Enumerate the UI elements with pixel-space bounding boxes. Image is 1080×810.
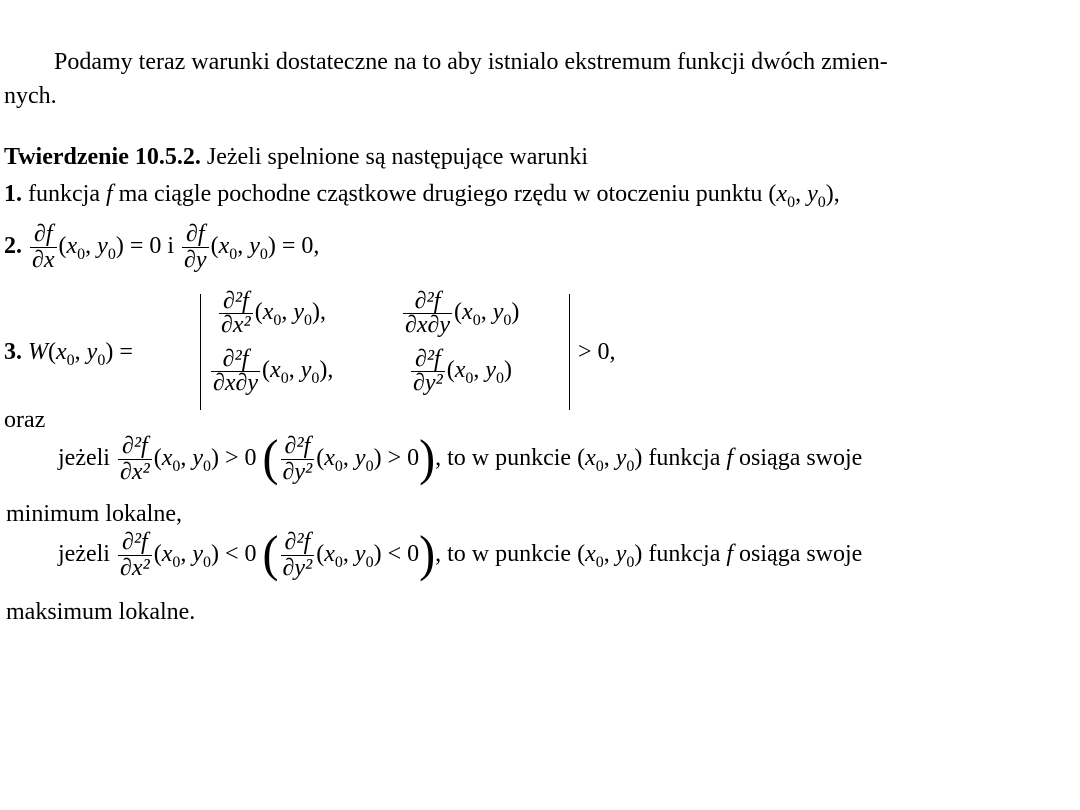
theorem-text: Jeżeli spelnione są następujące warunki (206, 144, 589, 170)
frac-num: ∂²f (222, 288, 249, 314)
math-f: f (726, 541, 734, 567)
case-suffix: , to w punkcie (435, 541, 572, 567)
frac-den: ∂y (184, 246, 207, 273)
case-tail: funkcja (648, 445, 721, 471)
matrix-cell-11: $\frac{\text{∂²f}}{\text{∂x²}}$ ($x_0$, $y_0$), (221, 288, 327, 338)
frac-den: ∂x∂y (405, 312, 451, 338)
condition-3-number: 3. (4, 339, 22, 365)
lt-zero: < 0 (387, 541, 420, 567)
oraz-text: oraz (4, 407, 46, 433)
frac-num: ∂²f (414, 288, 441, 314)
maximum-label: maksimum lokalne. (6, 599, 196, 625)
equals-zero: = 0 (129, 233, 162, 259)
matrix-cell-22: $\frac{\text{∂²f}}{\text{∂y²}}$ ($x_0$, $y_0$) (413, 346, 513, 396)
theorem-label: Twierdzenie 10.5.2. (4, 144, 201, 170)
frac-num: ∂f (186, 220, 205, 247)
condition-1-number: 1. (4, 181, 22, 207)
frac-num: ∂f (33, 220, 53, 247)
lt-zero: < 0 (225, 541, 257, 567)
maximum-condition: jeżeli $\frac{\text{∂²f}}{\text{∂x²}}$ ($x_0$, $y_0) < 0$ ( $\frac{\text{∂²f}}{\text{∂y²}}$ ($x_0$, $y_0) < 0$), to w punkcie ($x_0$, $y_0$) funkcja f osiąga swoje (58, 527, 863, 583)
condition-2-number: 2. (4, 233, 22, 259)
condition-3 (4, 338, 133, 369)
frac-den: ∂y² (413, 370, 443, 396)
intro-line-2: nych. (4, 83, 57, 109)
greater-than-zero: > 0, (578, 339, 616, 365)
case-tail: funkcja (648, 541, 721, 567)
frac-den: ∂y² (282, 458, 313, 485)
condition-1-text-a: funkcja (28, 181, 100, 207)
fraction-df-dy (182, 222, 209, 273)
frac-num: ∂²f (222, 346, 249, 372)
frac-den: ∂x (32, 246, 55, 273)
equals-sign: = (119, 339, 133, 365)
case-suffix: , to w punkcie (435, 445, 572, 471)
condition-1-text-b: ma ciągle pochodne cząstkowe drugiego rzędu w otoczeniu punktu (118, 181, 763, 207)
gt-zero: > 0 (387, 445, 420, 471)
frac-num: ∂²f (284, 528, 311, 555)
frac-den: ∂x² (119, 554, 150, 581)
frac-den: ∂x² (221, 312, 251, 338)
frac-den: ∂y² (282, 554, 313, 581)
matrix-cell-21: $\frac{\text{∂²f}}{\partial x\partial y}$ ($x_0$, $y_0$), (213, 346, 334, 396)
math-f: f (105, 181, 113, 207)
equals-zero-comma: = 0, (281, 233, 320, 259)
frac-num: ∂²f (121, 432, 148, 459)
condition-1 (4, 180, 840, 211)
theorem-heading (4, 143, 588, 171)
gt-zero: > 0 (225, 445, 257, 471)
intro-line-1: Podamy teraz warunki dostateczne na to aby istnialo ekstremum funkcji dwóch zmien- (54, 49, 888, 75)
frac-num: ∂²f (414, 346, 441, 372)
point-x0-y0: ($x_0$, $y_0$) (210, 233, 276, 263)
condition-2 (4, 220, 319, 275)
point-x0-y0: ($x_0$, $y_0$) (58, 233, 124, 263)
case-prefix: jeżeli (58, 445, 110, 471)
frac-num: ∂²f (284, 432, 311, 459)
case-tail-2: osiąga swoje (739, 445, 863, 471)
frac-num: ∂²f (121, 528, 148, 555)
case-tail-2: osiąga swoje (739, 541, 863, 567)
frac-den: ∂x∂y (213, 370, 259, 396)
determinant-matrix (200, 288, 570, 410)
case-prefix: jeżeli (58, 541, 110, 567)
minimum-condition: jeżeli $\frac{\text{∂²f}}{\text{∂x²}}$ ($x_0$, $y_0) > 0$ ( $\frac{\text{∂²f}}{\text{∂y²}}$ ($x_0$, $y_0) > 0$), to w punkcie ($x_0$, $y_0$) funkcja f osiąga swoje (58, 431, 863, 487)
point-x0-y0: ($x_0$, $y_0$), (768, 181, 840, 211)
minimum-label: minimum lokalne, (6, 501, 182, 527)
point-x0-y0: ($x_0$, $y_0$) (48, 339, 114, 369)
frac-den: ∂x² (119, 458, 150, 485)
math-W: W (28, 339, 48, 365)
conjunction-i: i (167, 233, 175, 259)
matrix-cell-12: $\frac{\text{∂²f}}{\partial x\partial y}$ ($x_0$, $y_0$) (405, 288, 520, 338)
math-f: f (726, 445, 734, 471)
fraction-df-dx (30, 222, 57, 273)
